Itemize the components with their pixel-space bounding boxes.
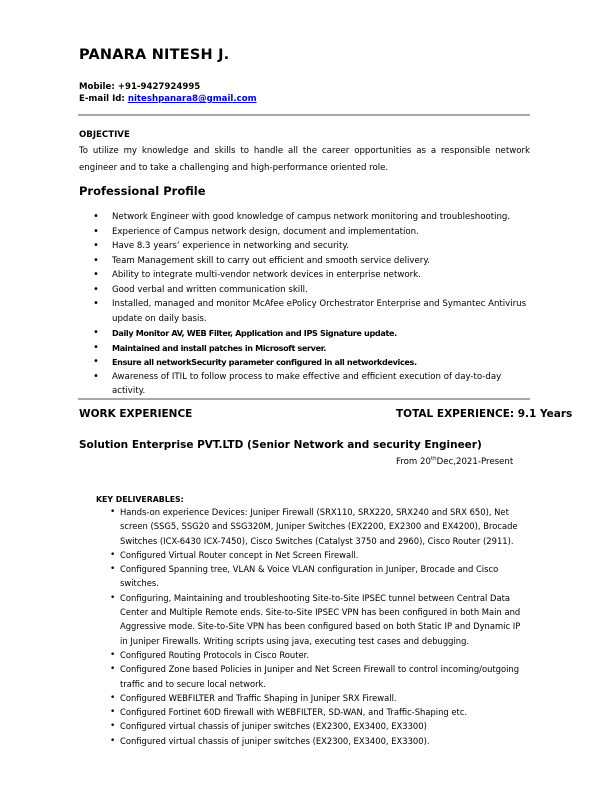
total-experience: TOTAL EXPERIENCE: 9.1 Years — [396, 408, 573, 420]
objective-heading: OBJECTIVE — [79, 130, 130, 140]
header-divider — [78, 114, 530, 116]
profile-item: • Daily Monitor AV, WEB Filter, Application and IPS Signature update. — [90, 326, 532, 341]
deliverable-item: • Configured virtual chassis of juniper switches (EX2300, EX3400, EX3300) — [108, 719, 528, 733]
profile-item: • Installed, managed and monitor McAfee ePolicy Orchestrator Enterprise and Symantec Antivirus update on daily basis. — [90, 297, 532, 326]
deliverable-item: • Configured virtual chassis of juniper switches (EX2300, EX3400, EX3300). — [108, 734, 528, 748]
company-title: Solution Enterprise PVT.LTD (Senior Network and security Engineer) — [79, 439, 482, 451]
deliverables-list — [108, 505, 528, 748]
profile-item: • Awareness of ITIL to follow process to make effective and efficient execution of day-to-day activity. — [90, 370, 532, 399]
key-deliverables-heading: KEY DELIVERABLES: — [96, 495, 184, 504]
email-line — [79, 94, 257, 104]
date-suffix: th — [430, 456, 437, 462]
deliverable-item: • Configured Spanning tree, VLAN & Voice VLAN configuration in Juniper, Brocade and Cisco switches. — [108, 562, 528, 591]
date-from: From 20 — [396, 457, 431, 467]
work-experience-heading: WORK EXPERIENCE — [79, 408, 193, 420]
email-link[interactable]: niteshpanara8@gmail.com — [127, 94, 257, 104]
profile-item: • Good verbal and written communication skill. — [90, 283, 532, 298]
deliverable-item: • Hands-on experience Devices: Juniper Firewall (SRX110, SRX220, SRX240 and SRX 650), Net screen (SSG5, SSG20 and SSG320M, Juniper Switches (EX2200, EX2300 and EX4200), Brocade Switches (ICX-6430 ICX-7450), Cisco Switches (Catalyst 3750 and 2960), Cisco Router (2911). — [108, 505, 528, 548]
profile-item: • Ability to integrate multi-vendor network devices in enterprise network. — [90, 268, 532, 283]
deliverable-item: • Configured Fortinet 60D firewall with WEBFILTER, SD-WAN, and Traffic-Shaping etc. — [108, 705, 528, 719]
deliverable-item: • Configured WEBFILTER and Traffic Shaping in Juniper SRX Firewall. — [108, 691, 528, 705]
date-rest: Dec,2021-Present — [436, 457, 514, 467]
profile-item: • Ensure all networkSecurity parameter configured in all networkdevices. — [90, 355, 532, 370]
employment-date — [396, 456, 513, 467]
profile-item: • Have 8.3 years’ experience in networking and security. — [90, 239, 532, 254]
email-label: E-mail Id: — [79, 94, 128, 104]
profile-item: • Network Engineer with good knowledge of campus network monitoring and troubleshooting. — [90, 210, 532, 225]
profile-item: • Team Management skill to carry out efficient and smooth service delivery. — [90, 254, 532, 269]
profile-item: • Maintained and install patches in Microsoft server. — [90, 341, 532, 356]
objective-text: To utilize my knowledge and skills to handle all the career opportunities as a responsible network engineer and to take a challenging and high-performance oriented role. — [79, 146, 530, 173]
candidate-name: PANARA NITESH J. — [79, 47, 230, 63]
deliverable-item: • Configuring, Maintaining and troubleshooting Site-to-Site IPSEC tunnel between Central Data Center and Multiple Remote ends. Site-to-Site IPSEC VPN has been configured in both Main and Aggressive mode. Site-to-Site VPN has been configured based on both Static IP and Dynamic IP in Juniper Firewalls. Writing scripts using java, executing test cases and debugging. — [108, 591, 528, 648]
deliverable-item: • Configured Routing Protocols in Cisco Router. — [108, 648, 528, 662]
profile-item: • Experience of Campus network design, document and implementation. — [90, 225, 532, 240]
professional-profile-heading: Professional Profile — [79, 184, 206, 198]
mobile-label: Mobile: — [79, 82, 118, 92]
deliverable-item: • Configured Zone based Policies in Juniper and Net Screen Firewall to control incoming/outgoing traffic and to secure local network. — [108, 662, 528, 691]
profile-list — [90, 210, 532, 399]
deliverable-item: • Configured Virtual Router concept in Net Screen Firewall. — [108, 548, 528, 562]
mobile-number: +91-9427924995 — [117, 82, 201, 92]
section-divider — [78, 398, 530, 400]
mobile-line — [79, 82, 200, 92]
